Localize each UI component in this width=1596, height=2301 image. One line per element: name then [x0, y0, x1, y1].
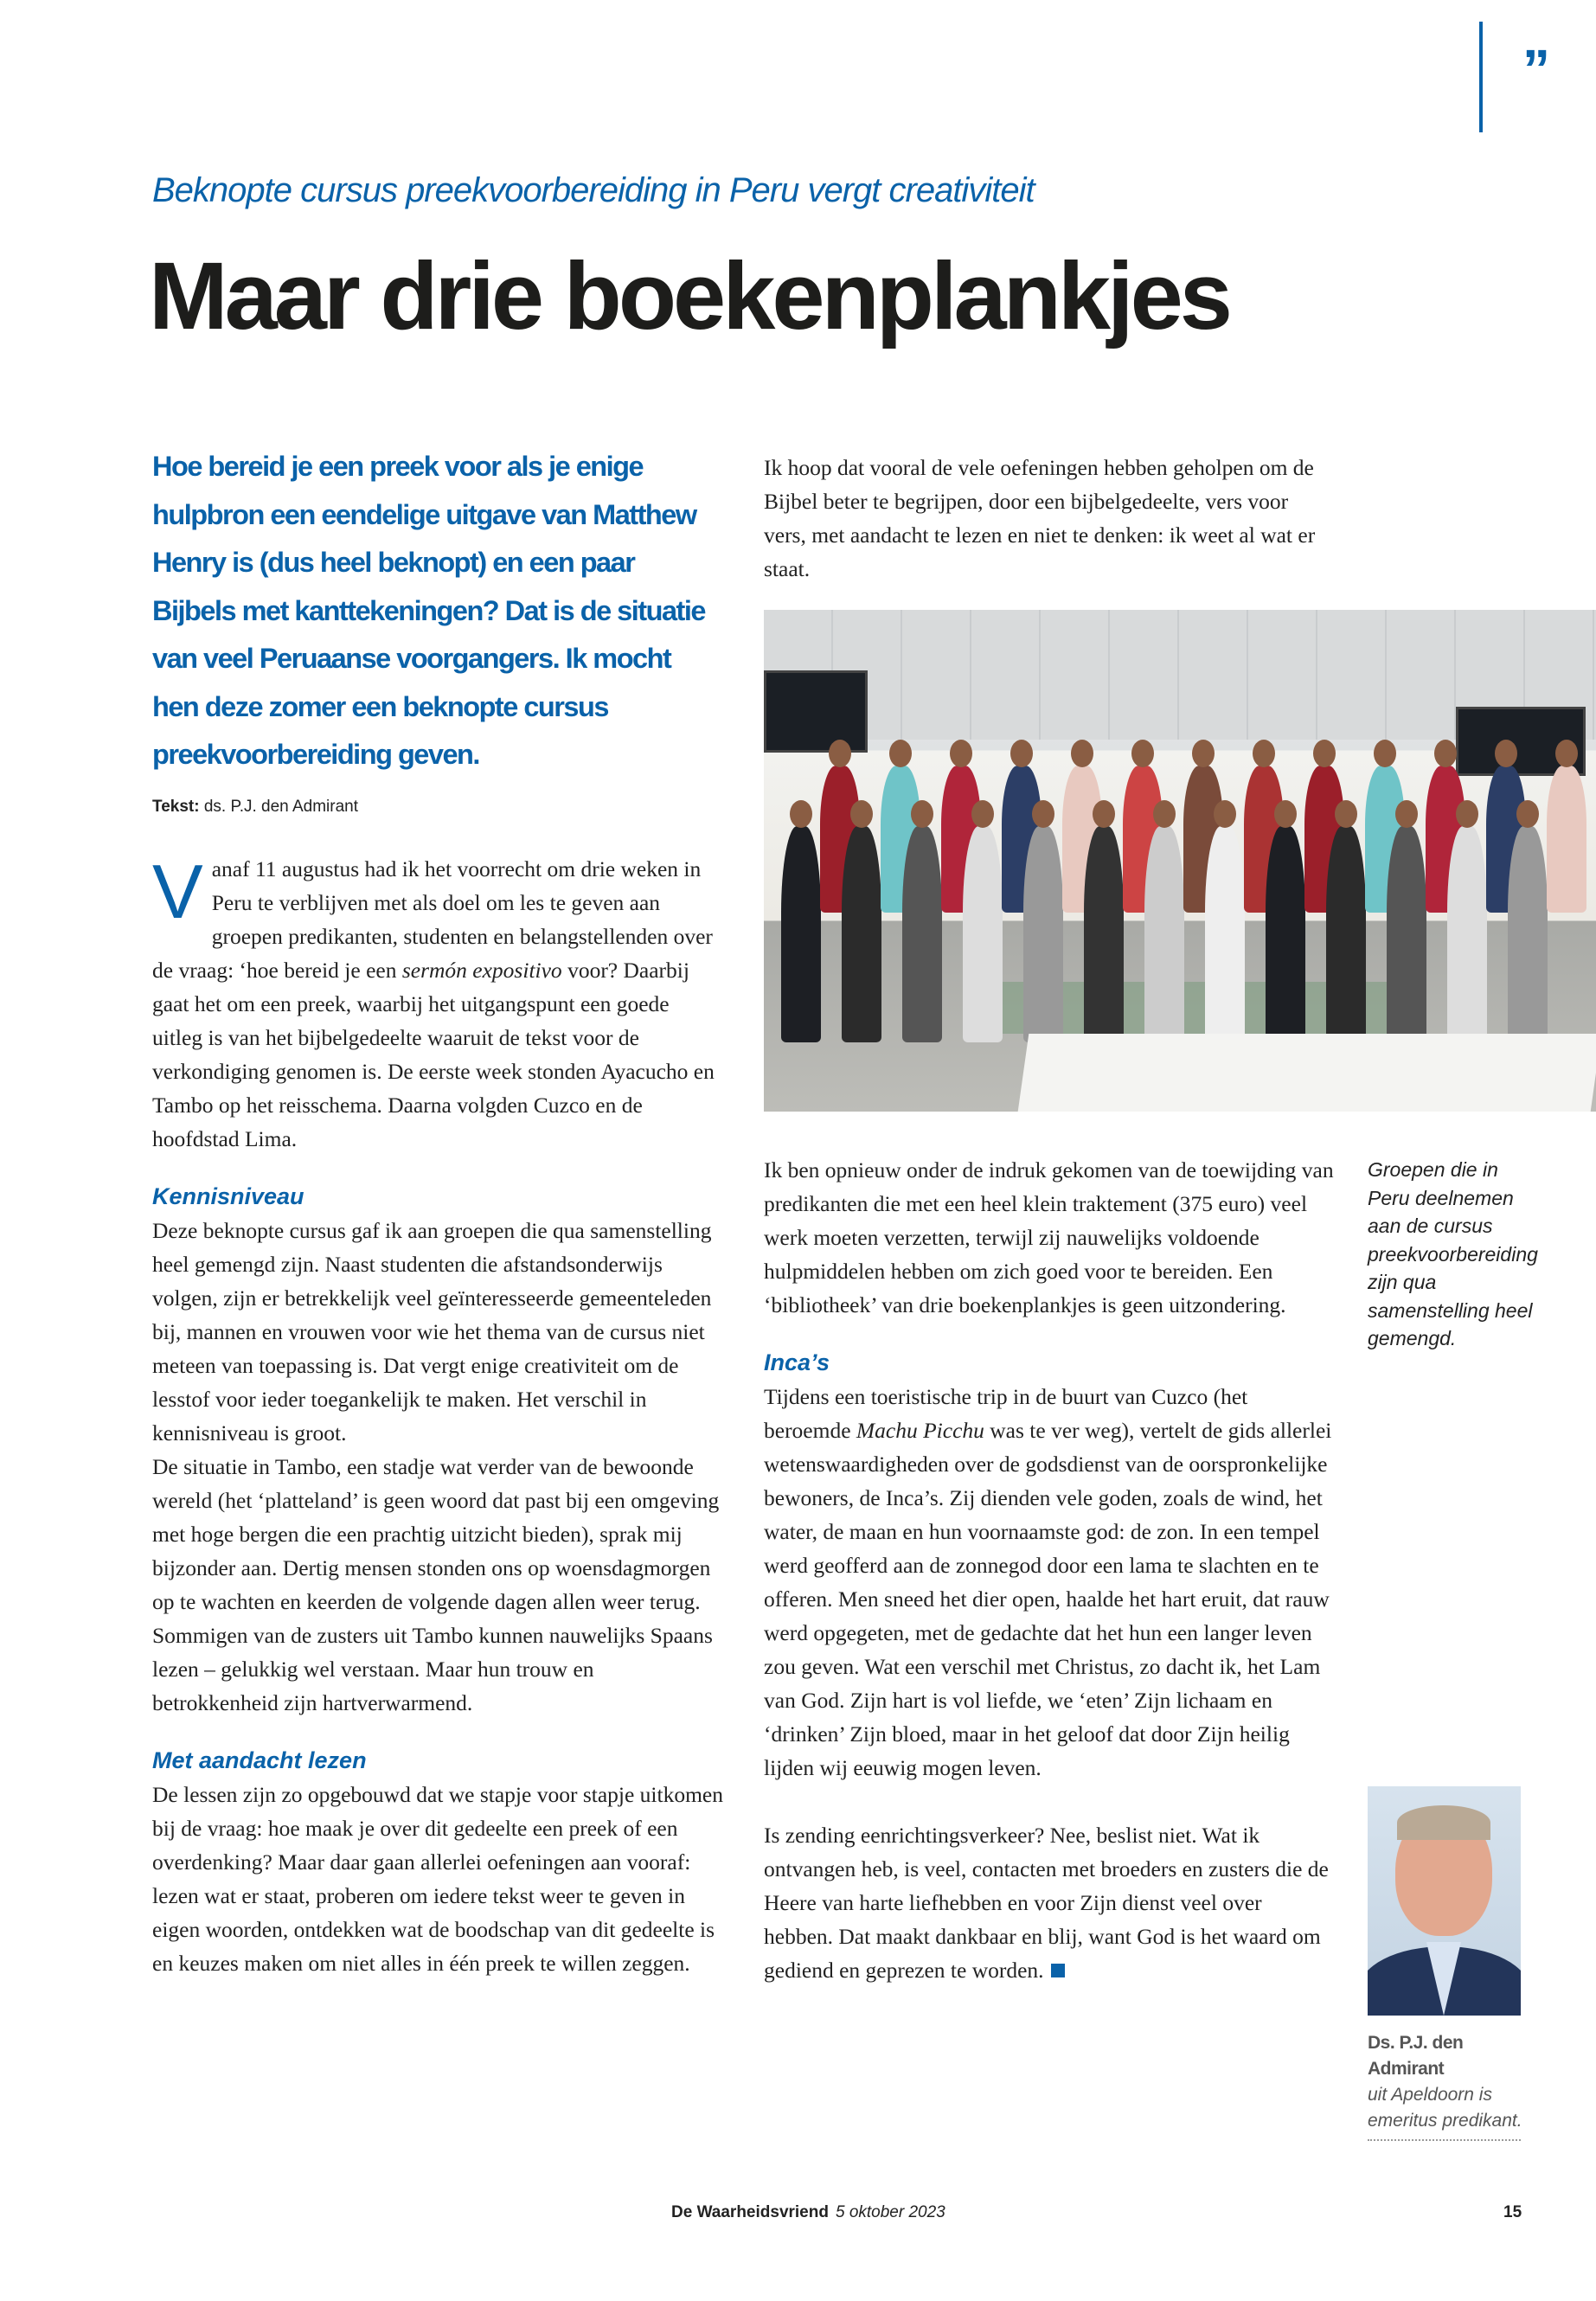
paragraph: [764, 1380, 1335, 1785]
photo-person-head: [850, 800, 873, 828]
author-name: Ds. P.J. den Admirant: [1368, 2033, 1464, 2079]
photo-caption: Groepen die in Peru deelnemen aan de cursus preekvoorbereiding zijn qua samenstelling heel gemengd.: [1368, 1158, 1538, 1349]
photo-person: [963, 826, 1003, 1042]
article-kicker: Beknopte cursus preekvoorbereiding in Peru vergt creativiteit: [152, 171, 1035, 209]
paragraph: De lessen zijn zo opgebouwd dat we stapje voor stapje uitkomen bij de vraag: hoe maak je over dit gedeelte een preek of een overdenking? Maar daar gaan allerlei oefeningen aan vooraf: lezen wat er staat, proberen om iedere tekst weer te geven in eigen woorden, ontdekken wat de boodschap van dit gedeelte is en keuzes maken om niet alles in één preek te willen zeggen.: [152, 1781, 723, 1976]
photo-person-head: [1071, 740, 1093, 767]
emphasis: Machu Picchu: [856, 1418, 984, 1443]
paragraph: Deze beknopte cursus gaf ik aan groepen die qua samenstelling heel gemengd zijn. Naast studenten die afstandsonderwijs volgen, zijn er betrekkelijk veel geïnteresseerde gemeenteleden bij, mannen en vrouwen voor wie het thema van de cursus niet meteen van toepassing is. Dat vergt enige creativiteit om de lesstof voor ieder toegankelijk te maken. Het verschil in kennisniveau is groot.: [152, 1217, 712, 1445]
left-flow: [152, 443, 723, 1980]
photo-person-head: [1434, 740, 1457, 767]
text: was te ver weg), vertelt de gids allerlei wetenswaardigheden over de godsdienst van de oorspronkelijke bewoners, de Inca’s. Zij dienden vele goden, zoals de wind, het water, de maan en hun voornaamste god: de zon. In een tempel werd geofferd aan de zonnegod door een lama te slachten en te offeren. Men sneed het dier open, haalde het hart eruit, dat rauw werd opgegeten, met de gedachte dat het hun een langer leven zou geven. Wat een verschil met Christus, zo dacht ik, het Lam van God. Zijn hart is vol liefde, we ‘eten’ Zijn lichaam en ‘drinken’ Zijn bloed, maar in het geloof dat door Zijn heilig lijden wij eeuwig mogen leven.: [764, 1418, 1332, 1780]
author-portrait: [1368, 1786, 1521, 2016]
photo-person-head: [1516, 800, 1539, 828]
subheading-met-aandacht-lezen: Met aandacht lezen: [152, 1747, 367, 1773]
photo-person-head: [1131, 740, 1154, 767]
photo-person-head: [950, 740, 972, 767]
author-box: [1368, 2030, 1541, 2134]
decorative-rule: [1479, 22, 1483, 132]
column-middle-bottom: [764, 1153, 1335, 1987]
photo-person: [1387, 826, 1426, 1042]
photo-person-head: [829, 740, 851, 767]
emphasis: sermón expositivo: [401, 957, 562, 983]
byline-author: ds. P.J. den Admirant: [203, 797, 358, 816]
photo-person-head: [1456, 800, 1478, 828]
photo-person-head: [1192, 740, 1215, 767]
author-desc-2: emeritus predikant.: [1368, 2111, 1522, 2131]
photo-person-head: [790, 800, 812, 828]
portrait-hair: [1397, 1805, 1490, 1840]
middle-flow: [764, 451, 1335, 1987]
photo-person-head: [1395, 800, 1418, 828]
photo-person: [902, 826, 942, 1042]
photo-person-head: [1010, 740, 1033, 767]
photo-person-head: [971, 800, 994, 828]
drop-cap: V: [152, 848, 203, 934]
dotted-divider: [1368, 2139, 1521, 2141]
publication-date: 5 oktober 2023: [835, 2203, 945, 2221]
end-mark-icon: [1051, 1964, 1065, 1977]
byline-label: Tekst:: [152, 797, 200, 816]
quote-mark-icon: ”: [1522, 38, 1550, 100]
photo-person-head: [1335, 800, 1357, 828]
article-lead: Hoe bereid je een preek voor als je enige hulpbron een eendelige uitgave van Matthew Henry is (dus heel beknopt) en een paar Bijbels met kanttekeningen? Dat is de situatie van veel Peruaanse voorgangers. Ik mocht hen deze zomer een beknopte cursus preekvoorbereiding geven.: [152, 451, 705, 770]
photo-person-head: [889, 740, 912, 767]
page-number: 15: [1503, 2203, 1522, 2221]
photo-table: [1018, 1034, 1596, 1112]
column-left: [152, 848, 723, 1980]
author-box-wrap: [1368, 2030, 1541, 2141]
photo-person-head: [1274, 800, 1297, 828]
text: anaf 11 augustus had ik het voorrecht om drie weken in Peru te verblijven met als doel om les te geven aan groepen predikanten, studenten en belangstellenden over de vraag: ‘hoe bereid je een: [152, 856, 713, 983]
photo-person: [781, 826, 821, 1042]
group-photo: [764, 610, 1596, 1112]
photo-person-head: [1093, 800, 1115, 828]
byline: [152, 797, 723, 817]
photo-person: [842, 826, 881, 1042]
subheading-kennisniveau: Kennisniveau: [152, 1183, 304, 1209]
photo-person: [1023, 826, 1063, 1042]
article-title: Maar drie boekenplankjes: [149, 243, 1229, 349]
author-desc-1: uit Apeldoorn is: [1368, 2085, 1492, 2105]
photo-person: [1447, 826, 1487, 1042]
paragraph-closing: [764, 1818, 1335, 1987]
photo-person: [1266, 826, 1305, 1042]
subheading-incas: Inca’s: [764, 1349, 830, 1375]
photo-person-head: [1495, 740, 1517, 767]
column-middle-top: [764, 451, 1335, 586]
photo-person-head: [1555, 740, 1578, 767]
paragraph-intro: [152, 848, 723, 1156]
photo-person-head: [1153, 800, 1176, 828]
photo-person-head: [1313, 740, 1336, 767]
photo-person-head: [1032, 800, 1054, 828]
photo-person: [1326, 826, 1366, 1042]
photo-tv-left: [764, 670, 868, 753]
photo-person: [1205, 826, 1245, 1042]
paragraph: De situatie in Tambo, een stadje wat verder van de bewoonde wereld (het ‘platteland’ is geen woord dat past bij een omgeving met hoge bergen die een prachtig uitzicht bieden), sprak mij bijzonder aan. Dertig mensen stonden ons op woensdagmorgen op te wachten en keerden de volgende dagen allen weer terug. Sommigen van de zusters uit Tambo kunnen nauwelijks Spaans lezen – gelukkig wel verstaan. Maar hun trouw en betrokkenheid zijn hartverwarmend.: [152, 1453, 720, 1715]
photo-person-head: [911, 800, 933, 828]
photo-person-head: [1253, 740, 1275, 767]
footer: [671, 2203, 945, 2222]
text: Is zending eenrichtingsverkeer? Nee, beslist niet. Wat ik ontvangen heb, is veel, contacten met broeders en zusters die de Heere van harte liefhebben en voor Zijn dienst veel over hebben. Dat maakt dankbaar en blij, want God is het waard om gediend en geprezen te worden.: [764, 1823, 1329, 1983]
photo-person: [1144, 826, 1184, 1042]
text: voor? Daarbij gaat het om een preek, waarbij het uitgangspunt een goede uitleg is van het bijbelgedeelte waaruit de tekst voor de verkondiging genomen is. De eerste week stonden Ayacucho en Tambo op het reisschema. Daarna volgden Cuzco en de hoofdstad Lima.: [152, 957, 715, 1151]
text: Tijdens een toeristische trip in de buurt van Cuzco (het beroemde: [764, 1384, 1248, 1443]
paragraph: Ik ben opnieuw onder de indruk gekomen van de toewijding van predikanten die met een heel klein traktement (375 euro) veel werk moeten verzetten, terwijl zij nauwelijks voldoende hulpmiddelen hebben om zich goed voor te bereiden. Een ‘bibliotheek’ van drie boekenplankjes is geen uitzondering.: [764, 1157, 1334, 1317]
photo-person-head: [1374, 740, 1396, 767]
photo-person-head: [1214, 800, 1236, 828]
publication-name: De Waarheidsvriend: [671, 2203, 829, 2221]
photo-person: [1084, 826, 1124, 1042]
paragraph: Ik hoop dat vooral de vele oefeningen hebben geholpen om de Bijbel beter te begrijpen, door een bijbelgedeelte, vers voor vers, met aandacht te lezen en niet te denken: ik weet al wat er staat.: [764, 455, 1316, 581]
photo-person: [1547, 766, 1586, 913]
photo-person: [1508, 826, 1548, 1042]
